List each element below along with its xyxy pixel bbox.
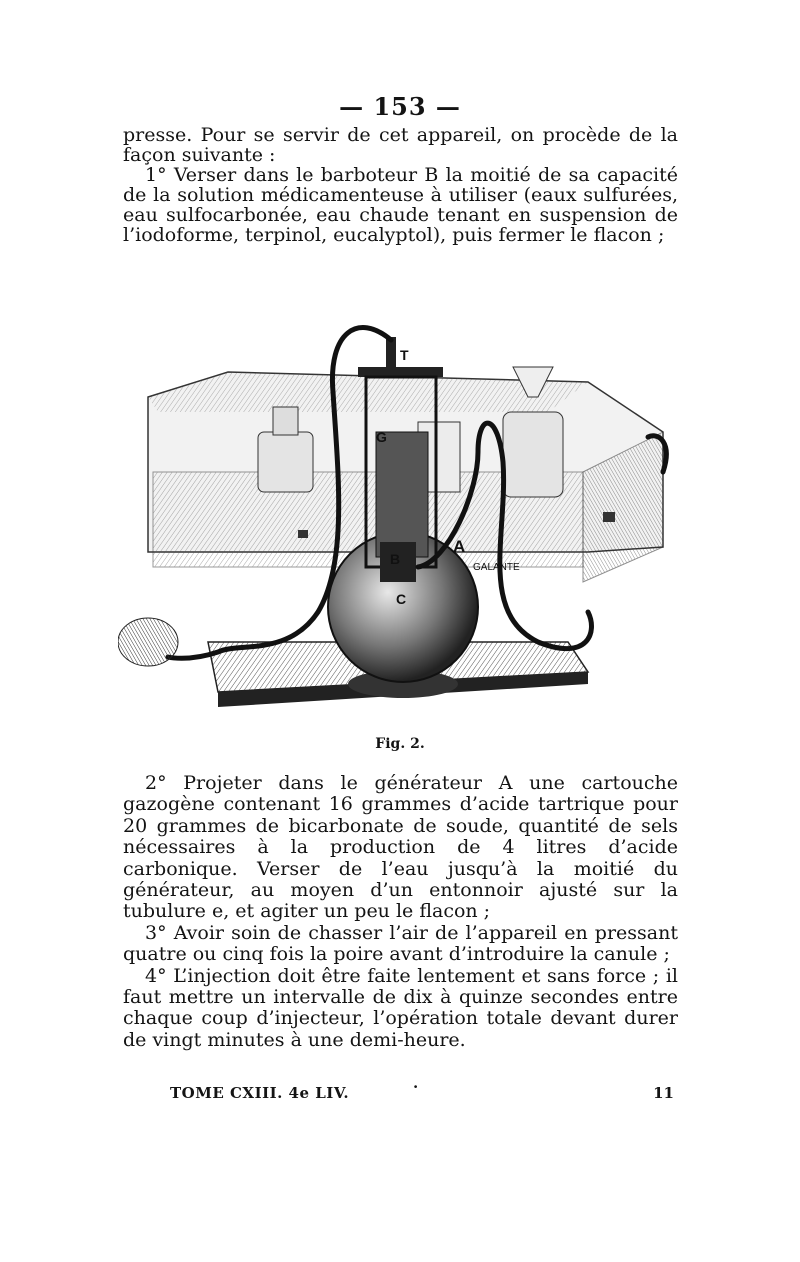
box-maker-text: GALANTE	[473, 562, 520, 573]
sheet-number: 11	[653, 1084, 674, 1102]
paragraph-step-3: 3° Avoir soin de chasser l’air de l’appareil en pressant quatre ou cinq fois la poire avant d’introduire la canule ;	[123, 921, 678, 966]
label-a: A	[453, 537, 466, 556]
paragraph-step-2: 2° Projeter dans le générateur A une cartouche gazogène contenant 16 grammes d’acide tartrique pour 20 grammes de bicarbonate de soude, quantité de sels nécessaires à la production de 4 litres d’acide carbonique. Verser de l’eau jusqu’à la moitié du générateur, au moyen d’un entonnoir ajusté sur la tubulure e, et agiter un peu le flacon ;	[123, 772, 678, 923]
label-g: G	[376, 429, 387, 445]
rubber-bulb-illustration	[118, 618, 178, 666]
figure-caption: Fig. 2.	[375, 736, 425, 752]
paragraph-intro: presse. Pour se servir de cet appareil, on procède de la façon suivante :	[123, 124, 678, 166]
apparatus-engraving	[118, 312, 683, 744]
printer-signature: TOME CXIII. 4e LIV.	[170, 1084, 350, 1102]
label-c: C	[396, 591, 407, 607]
page-number: — 153 —	[339, 92, 461, 121]
label-b: B	[390, 551, 401, 567]
label-t: T	[400, 347, 409, 363]
bottom-text-block	[123, 773, 678, 1051]
paragraph-step-1: 1° Verser dans le barboteur B la moitié de sa capacité de la solution médicamenteuse à utiliser (eaux sulfurées, eau sulfocarbonée, eau chaude tenant en suspension de l’iodoforme, terpinol, eucalyptol), puis fermer le flacon ;	[123, 164, 678, 246]
footer-dot: ·	[413, 1078, 419, 1096]
top-text-block	[123, 125, 678, 245]
paragraph-step-4: 4° L’injection doit être faite lentement et sans force ; il faut mettre un intervalle de dix à quinze secondes entre chaque coup d’injecteur, l’opération totale devant durer de vingt minutes à une demi-heure.	[123, 964, 678, 1051]
